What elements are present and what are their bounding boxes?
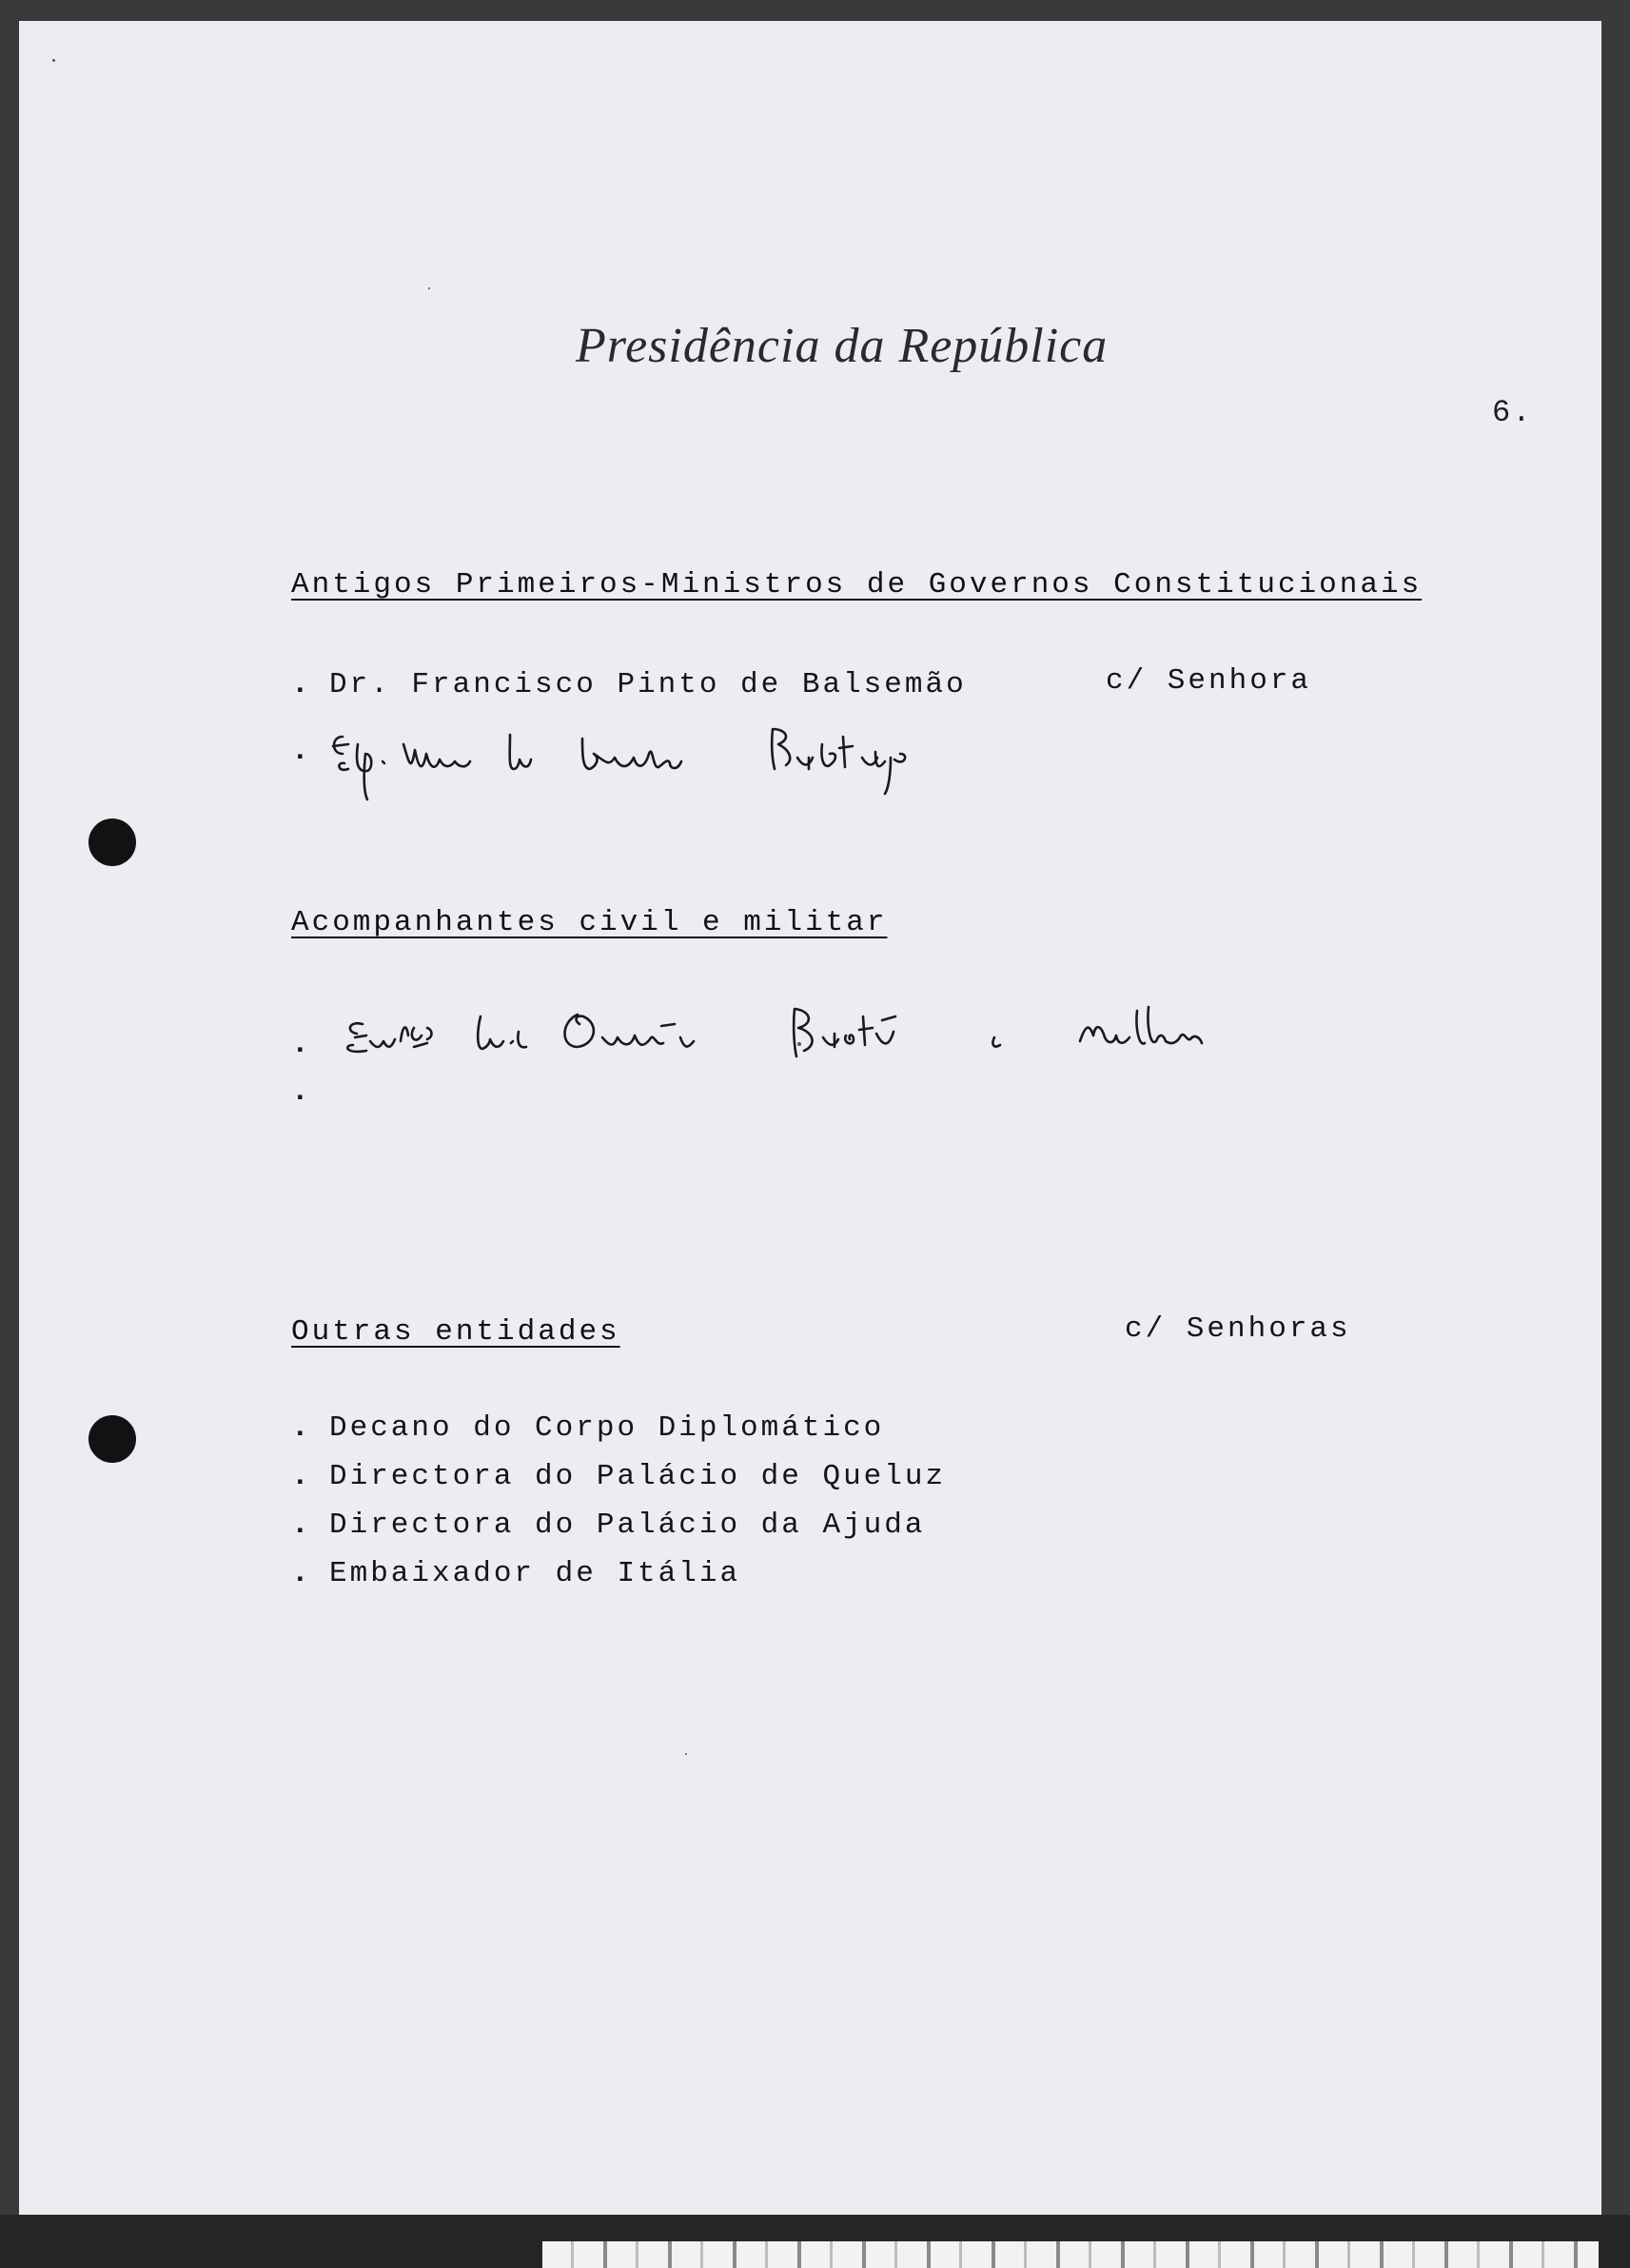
section-heading-former-prime-ministers: Antigos Primeiros-Ministros de Governos Constitucionais xyxy=(291,568,1423,602)
list-item-text: Directora do Palácio da Ajuda xyxy=(329,1509,926,1542)
list-item xyxy=(291,1460,946,1493)
section-heading-companions: Acompanhantes civil e militar xyxy=(291,906,888,939)
scan-ruler xyxy=(542,2241,1599,2268)
list-item xyxy=(291,1509,926,1542)
punch-hole-icon xyxy=(88,1415,136,1463)
paper-speck xyxy=(428,287,430,289)
bullet: . xyxy=(291,735,312,768)
bullet: . xyxy=(291,1075,312,1109)
handwritten-entry xyxy=(328,975,1261,1079)
ink-dot xyxy=(797,1042,801,1046)
list-item-text: Directora do Palácio de Queluz xyxy=(329,1460,947,1493)
companion-note: c/ Senhora xyxy=(1106,664,1312,698)
letterhead: Presidência da República xyxy=(576,319,1109,373)
punch-hole-icon xyxy=(88,818,136,866)
section-heading-other-entities: Outras entidades xyxy=(291,1315,620,1349)
bullet: . xyxy=(291,1509,312,1542)
list-item-text: Embaixador de Itália xyxy=(329,1557,741,1590)
list-item xyxy=(291,1075,329,1109)
document-page xyxy=(19,21,1601,2215)
handwritten-entry xyxy=(324,716,990,801)
bullet: . xyxy=(291,1557,312,1590)
bullet: . xyxy=(291,1411,312,1445)
paper-speck xyxy=(685,1753,687,1755)
bullet: . xyxy=(291,1460,312,1493)
list-item xyxy=(291,1411,884,1445)
page-number: 6. xyxy=(1492,395,1533,430)
list-item xyxy=(291,1028,329,1061)
bullet: . xyxy=(291,1028,312,1061)
list-item xyxy=(291,1557,740,1590)
companion-note: c/ Senhoras xyxy=(1125,1312,1351,1346)
list-item xyxy=(291,668,967,701)
list-item-text: Decano do Corpo Diplomático xyxy=(329,1411,885,1445)
list-item-text: Dr. Francisco Pinto de Balsemão xyxy=(329,668,967,701)
paper-speck xyxy=(52,59,55,62)
bullet: . xyxy=(291,668,312,701)
